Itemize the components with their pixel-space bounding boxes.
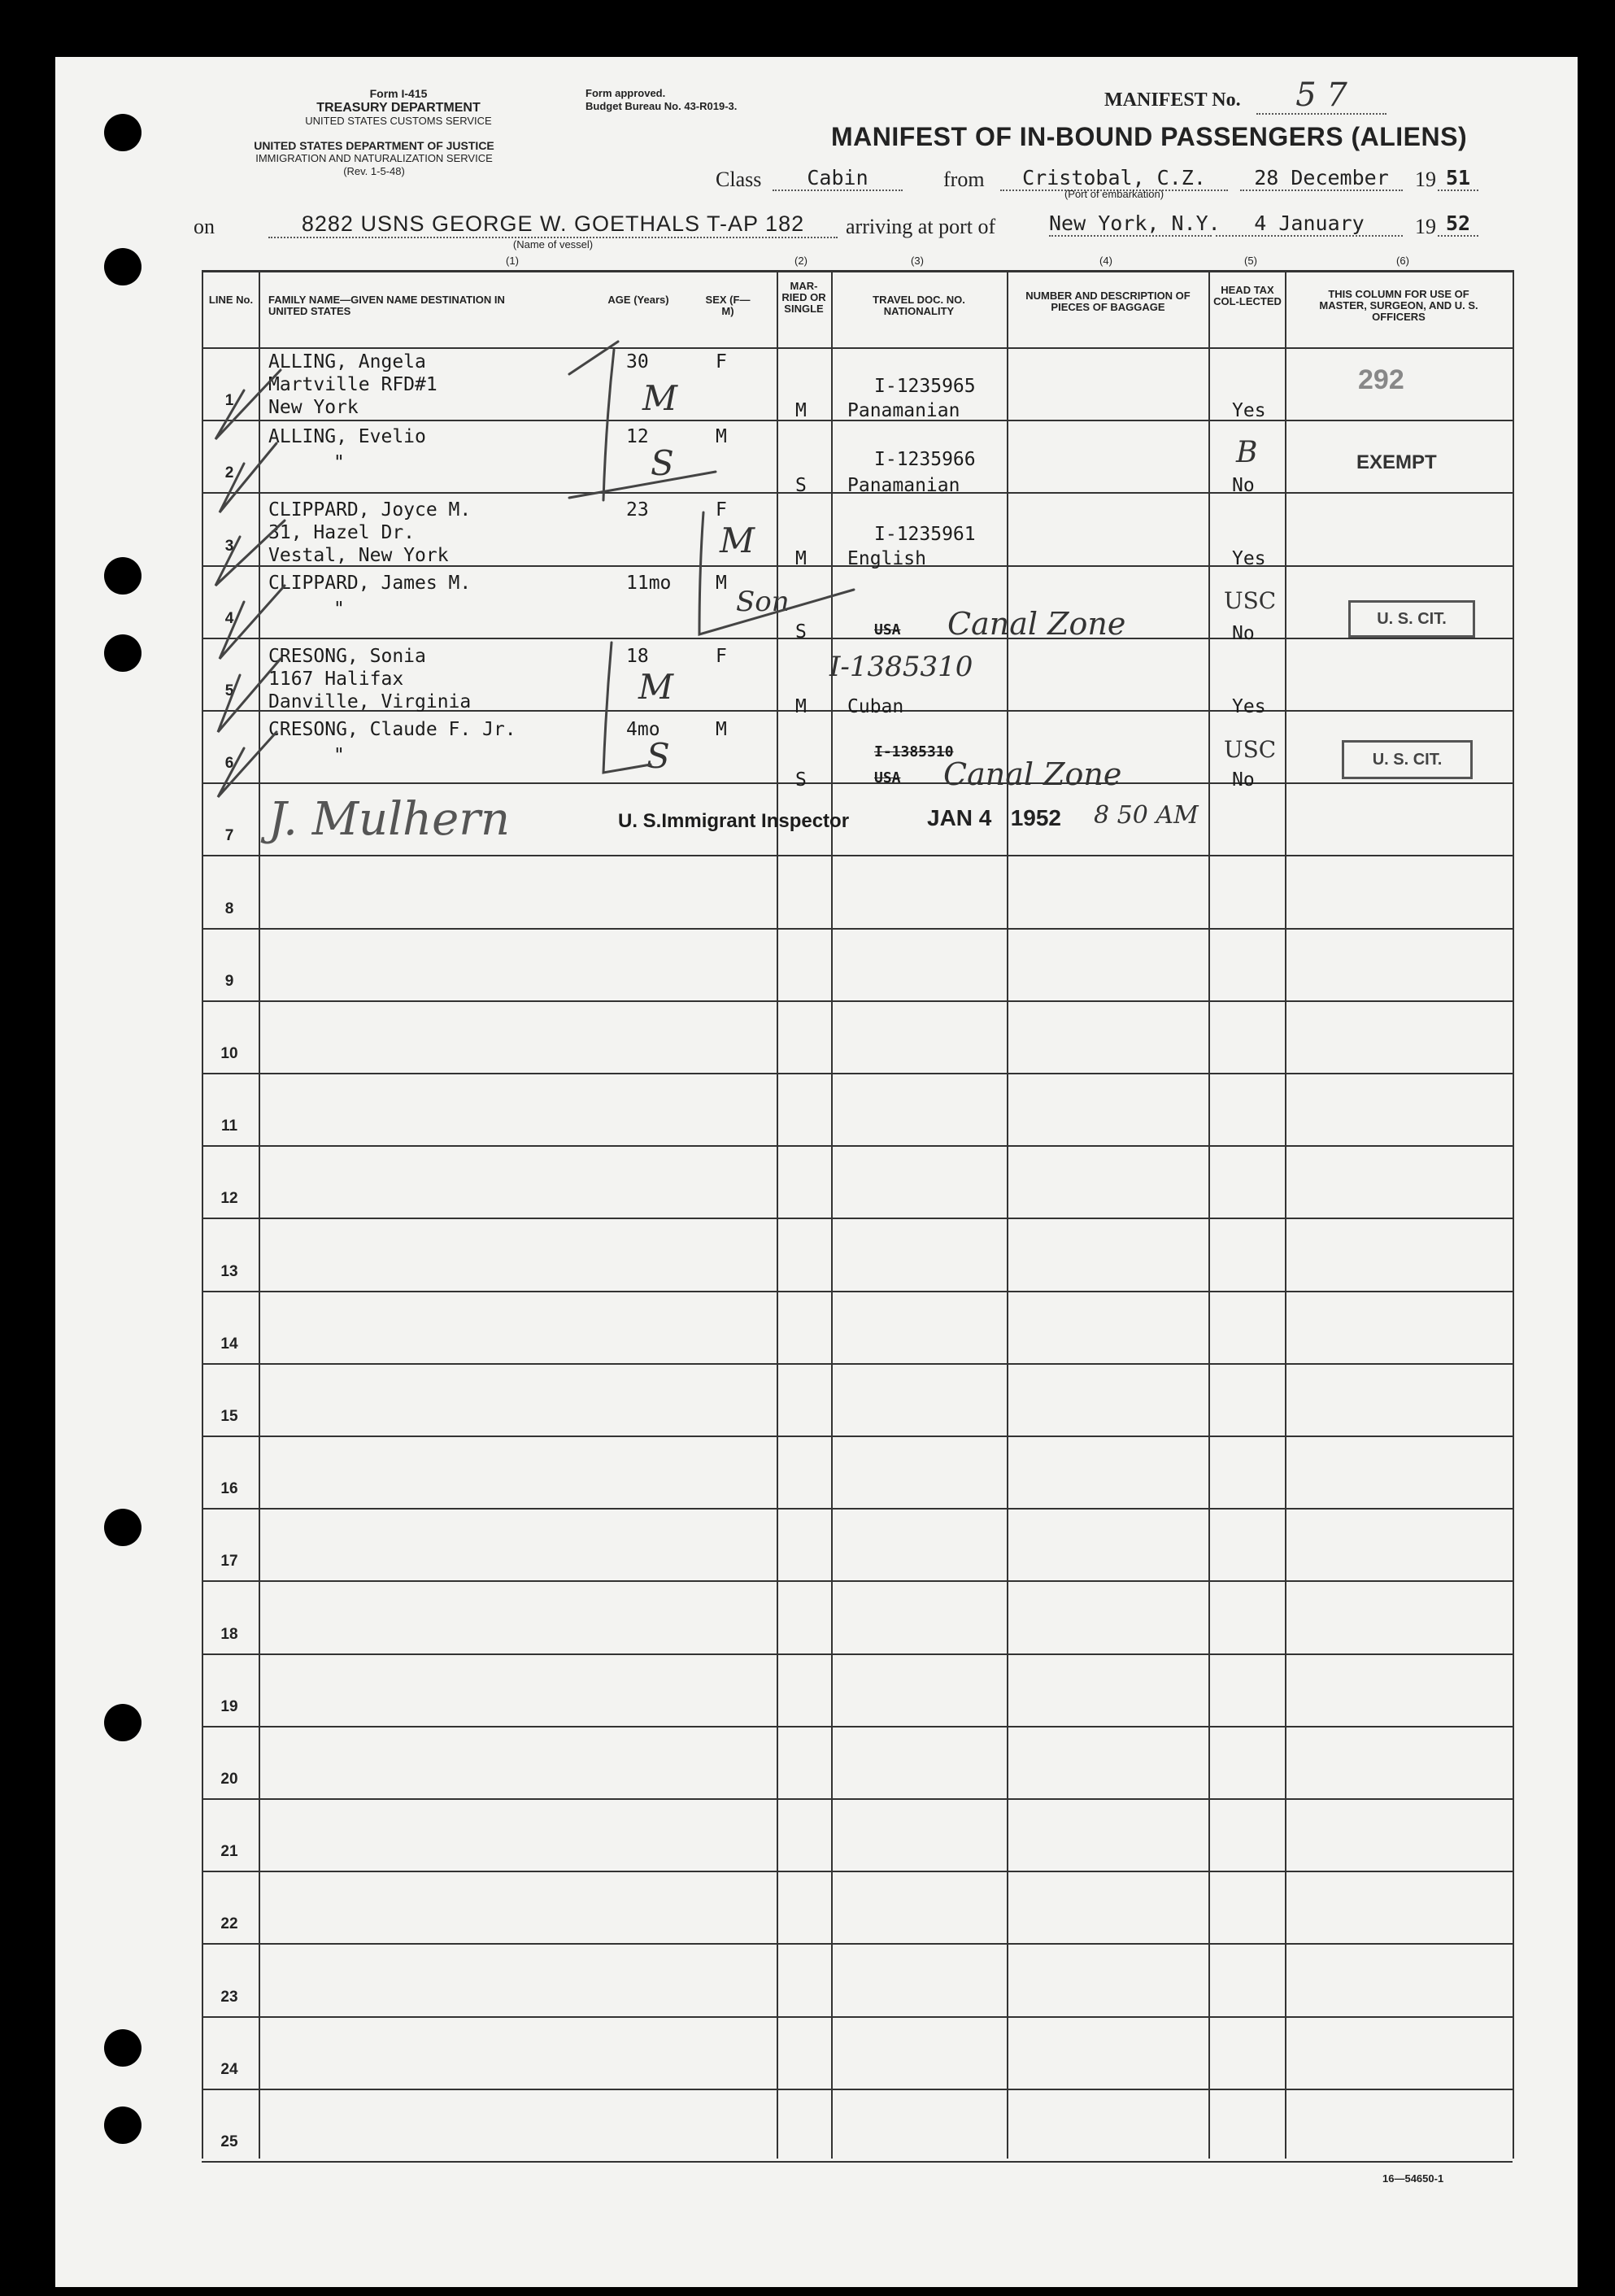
passenger-2-marital: S — [795, 475, 807, 496]
budget-bureau: Budget Bureau No. 43-R019-3. — [585, 100, 738, 112]
line-number: 21 — [220, 1843, 238, 1860]
passenger-3-doc: I-1235961 — [874, 524, 976, 545]
passenger-2-hand-tax: B — [1236, 436, 1258, 469]
check-mark-2 — [220, 443, 276, 512]
treasury-dept: TREASURY DEPARTMENT — [316, 101, 481, 115]
bracket-family-3 — [603, 643, 651, 773]
manifest-number-label: MANIFEST No. — [1104, 89, 1241, 111]
passenger-5-age: 18 — [626, 646, 649, 667]
passenger-6-ditto: " — [333, 745, 345, 766]
passenger-4-ditto: " — [333, 599, 345, 620]
form-print-code: 16—54650-1 — [1382, 2172, 1444, 2185]
passenger-3-tax: Yes — [1232, 548, 1266, 569]
passenger-3-address: 31, Hazel Dr. — [268, 522, 416, 543]
passenger-2-tax: No — [1232, 475, 1255, 496]
line-number: 11 — [220, 1118, 238, 1135]
header-travel-doc: TRAVEL DOC. NO. NATIONALITY — [873, 294, 965, 317]
passenger-2-doc: I-1235966 — [874, 449, 976, 470]
line-number: 15 — [220, 1408, 238, 1425]
justice-dept: UNITED STATES DEPARTMENT OF JUSTICE — [254, 139, 494, 152]
form-approved: Form approved. — [585, 87, 666, 99]
line-number: 10 — [220, 1045, 238, 1062]
passenger-4-sex: M — [716, 573, 727, 594]
passenger-6-hand-nationality: Canal Zone — [943, 756, 1122, 792]
line-number: 5 — [224, 682, 234, 699]
header-baggage: NUMBER AND DESCRIPTION OF PIECES OF BAGGAGE — [1025, 290, 1191, 313]
page-title: MANIFEST OF IN-BOUND PASSENGERS (ALIENS) — [831, 122, 1468, 151]
header-sex: SEX (F—M) — [705, 294, 751, 317]
passenger-3-sex: F — [716, 499, 727, 521]
class-value: Cabin — [773, 166, 903, 191]
line-number: 7 — [224, 827, 234, 844]
inspection-time: 8 50 AM — [1094, 801, 1199, 830]
line-number: 6 — [224, 755, 234, 772]
check-mark-1 — [215, 370, 281, 439]
header-name: FAMILY NAME—GIVEN NAME DESTINATION IN UNITED STATES — [268, 294, 505, 317]
passenger-1-hand-marital: M — [642, 378, 678, 418]
form-revision: (Rev. 1-5-48) — [343, 165, 405, 177]
on-label: on — [194, 215, 215, 238]
departure-year: 51 — [1438, 166, 1478, 191]
arrival-year-prefix: 19 — [1415, 215, 1436, 238]
col-num-2: (2) — [794, 255, 808, 267]
line-number: 20 — [220, 1771, 238, 1788]
manifest-number-value: 5 7 — [1256, 77, 1386, 115]
us-citizen-stamp-1: U. S. CIT. — [1348, 600, 1475, 638]
passenger-4-hand-tax: USC — [1224, 587, 1277, 614]
passenger-6-tax: No — [1232, 769, 1255, 791]
customs-service: UNITED STATES CUSTOMS SERVICE — [305, 115, 492, 127]
class-label: Class — [716, 168, 762, 191]
passenger-2-name: ALLING, Evelio — [268, 426, 426, 447]
line-number: 23 — [220, 1989, 238, 2006]
header-line-no: LINE No. — [208, 294, 254, 306]
arrival-port: New York, N.Y. — [1049, 211, 1221, 235]
line-number: 19 — [220, 1698, 238, 1715]
exempt-stamp: EXEMPT — [1356, 451, 1437, 473]
line-number: 16 — [220, 1480, 238, 1497]
inspection-date: JAN 4 1952 — [927, 805, 1061, 830]
inspector-signature: J. Mulhern — [268, 793, 511, 846]
line-number: 24 — [220, 2061, 238, 2078]
vessel-name-note: (Name of vessel) — [512, 238, 594, 251]
passenger-6-hand-tax: USC — [1224, 736, 1277, 763]
passenger-6-age: 4mo — [626, 719, 660, 740]
passenger-6-hand-marital: S — [646, 736, 670, 776]
arrival-date: 4 January — [1216, 211, 1403, 237]
from-label: from — [943, 168, 985, 191]
line-number: 25 — [220, 2133, 238, 2150]
passenger-1-age: 30 — [626, 351, 649, 373]
passenger-3-nationality: English — [847, 548, 926, 569]
bracket-family-1 — [603, 350, 614, 500]
col-num-3: (3) — [911, 255, 924, 267]
passenger-4-age: 11mo — [626, 573, 672, 594]
line-number: 3 — [224, 538, 234, 555]
passenger-4-hand-nationality: Canal Zone — [947, 606, 1126, 642]
header-head-tax: HEAD TAX COL-LECTED — [1213, 284, 1282, 307]
passenger-5-marital: M — [795, 696, 807, 717]
passenger-5-sex: F — [716, 646, 727, 667]
passenger-4-tax: No — [1232, 623, 1255, 644]
line-number: 17 — [220, 1553, 238, 1570]
passenger-2-nationality: Panamanian — [847, 475, 960, 496]
passenger-3-hand-marital: M — [720, 521, 755, 560]
arriving-label: arriving at port of — [846, 215, 996, 238]
passenger-5-address: 1167 Halifax — [268, 669, 404, 690]
passenger-5-city: Danville, Virginia — [268, 691, 472, 712]
passenger-5-hand-doc: I-1385310 — [829, 651, 973, 683]
line-number: 1 — [224, 392, 234, 409]
line-number: 12 — [220, 1190, 238, 1207]
header-officers: THIS COLUMN FOR USE OF MASTER, SURGEON, AND U. S. OFFICERS — [1319, 288, 1478, 323]
passenger-4-name: CLIPPARD, James M. — [268, 573, 472, 594]
passenger-6-struck-nationality: USA — [874, 769, 901, 786]
passenger-5-hand-marital: M — [638, 667, 674, 707]
passenger-1-marital: M — [795, 400, 807, 421]
port-of-embarkation-note: (Port of embarkation) — [1064, 188, 1164, 200]
line-number: 13 — [220, 1263, 238, 1280]
check-mark-3 — [215, 521, 285, 586]
passenger-1-name: ALLING, Angela — [268, 351, 426, 373]
check-mark-5 — [218, 659, 281, 732]
passenger-3-marital: M — [795, 548, 807, 569]
vessel-name: 8282 USNS GEORGE W. GOETHALS T-AP 182 — [268, 211, 838, 238]
bracket-family-2 — [699, 512, 854, 634]
passenger-5-name: CRESONG, Sonia — [268, 646, 426, 667]
line-number: 18 — [220, 1626, 238, 1643]
passenger-5-nationality: Cuban — [847, 696, 904, 717]
passenger-4-marital: S — [795, 621, 807, 643]
passenger-4-hand-son: Son — [736, 586, 790, 618]
passenger-1-address: Martville RFD#1 — [268, 374, 437, 395]
line-number: 9 — [224, 973, 234, 990]
passenger-6-name: CRESONG, Claude F. Jr. — [268, 719, 516, 740]
header-married: MAR-RIED OR SINGLE — [781, 280, 826, 315]
header-age: AGE (Years) — [607, 294, 669, 306]
passenger-1-doc: I-1235965 — [874, 376, 976, 397]
passenger-1-nationality: Panamanian — [847, 400, 960, 421]
passenger-6-marital: S — [795, 769, 807, 791]
arrival-year: 52 — [1438, 211, 1478, 237]
inspector-label: U. S.Immigrant Inspector — [618, 810, 850, 832]
passenger-4-struck-nationality: USA — [874, 621, 901, 638]
passenger-3-name: CLIPPARD, Joyce M. — [268, 499, 472, 521]
bracket-family-1-line — [569, 342, 716, 498]
line-number: 2 — [224, 464, 234, 481]
passenger-1-sex: F — [716, 351, 727, 373]
col-num-5: (5) — [1244, 255, 1257, 267]
ins-service: IMMIGRATION AND NATURALIZATION SERVICE — [255, 152, 493, 164]
line-number: 14 — [220, 1335, 238, 1353]
passenger-3-age: 23 — [626, 499, 649, 521]
passenger-2-age: 12 — [626, 426, 649, 447]
passenger-3-city: Vestal, New York — [268, 545, 449, 566]
check-mark-6 — [218, 732, 276, 797]
passenger-6-sex: M — [716, 719, 727, 740]
passenger-1-city: New York — [268, 397, 359, 418]
line-number: 4 — [224, 610, 234, 627]
col-num-4: (4) — [1099, 255, 1112, 267]
us-citizen-stamp-2: U. S. CIT. — [1342, 740, 1473, 779]
passenger-2-sex: M — [716, 426, 727, 447]
departure-date: 28 December — [1240, 166, 1403, 191]
line-number: 8 — [224, 900, 234, 917]
passenger-5-tax: Yes — [1232, 696, 1266, 717]
passenger-2-ditto: " — [333, 452, 345, 473]
from-value: Cristobal, C.Z. — [1000, 166, 1228, 191]
col-num-1: (1) — [506, 255, 519, 267]
departure-year-prefix: 19 — [1415, 168, 1436, 191]
passenger-6-struck-doc: I-1385310 — [874, 743, 954, 760]
line-number: 22 — [220, 1915, 238, 1932]
col-num-6: (6) — [1396, 255, 1409, 267]
passenger-2-hand-marital: S — [651, 443, 674, 483]
check-mark-4 — [220, 586, 285, 659]
passenger-1-tax: Yes — [1232, 400, 1266, 421]
officer-number-stamp: 292 — [1358, 364, 1404, 395]
form-number: Form I-415 — [369, 87, 428, 100]
